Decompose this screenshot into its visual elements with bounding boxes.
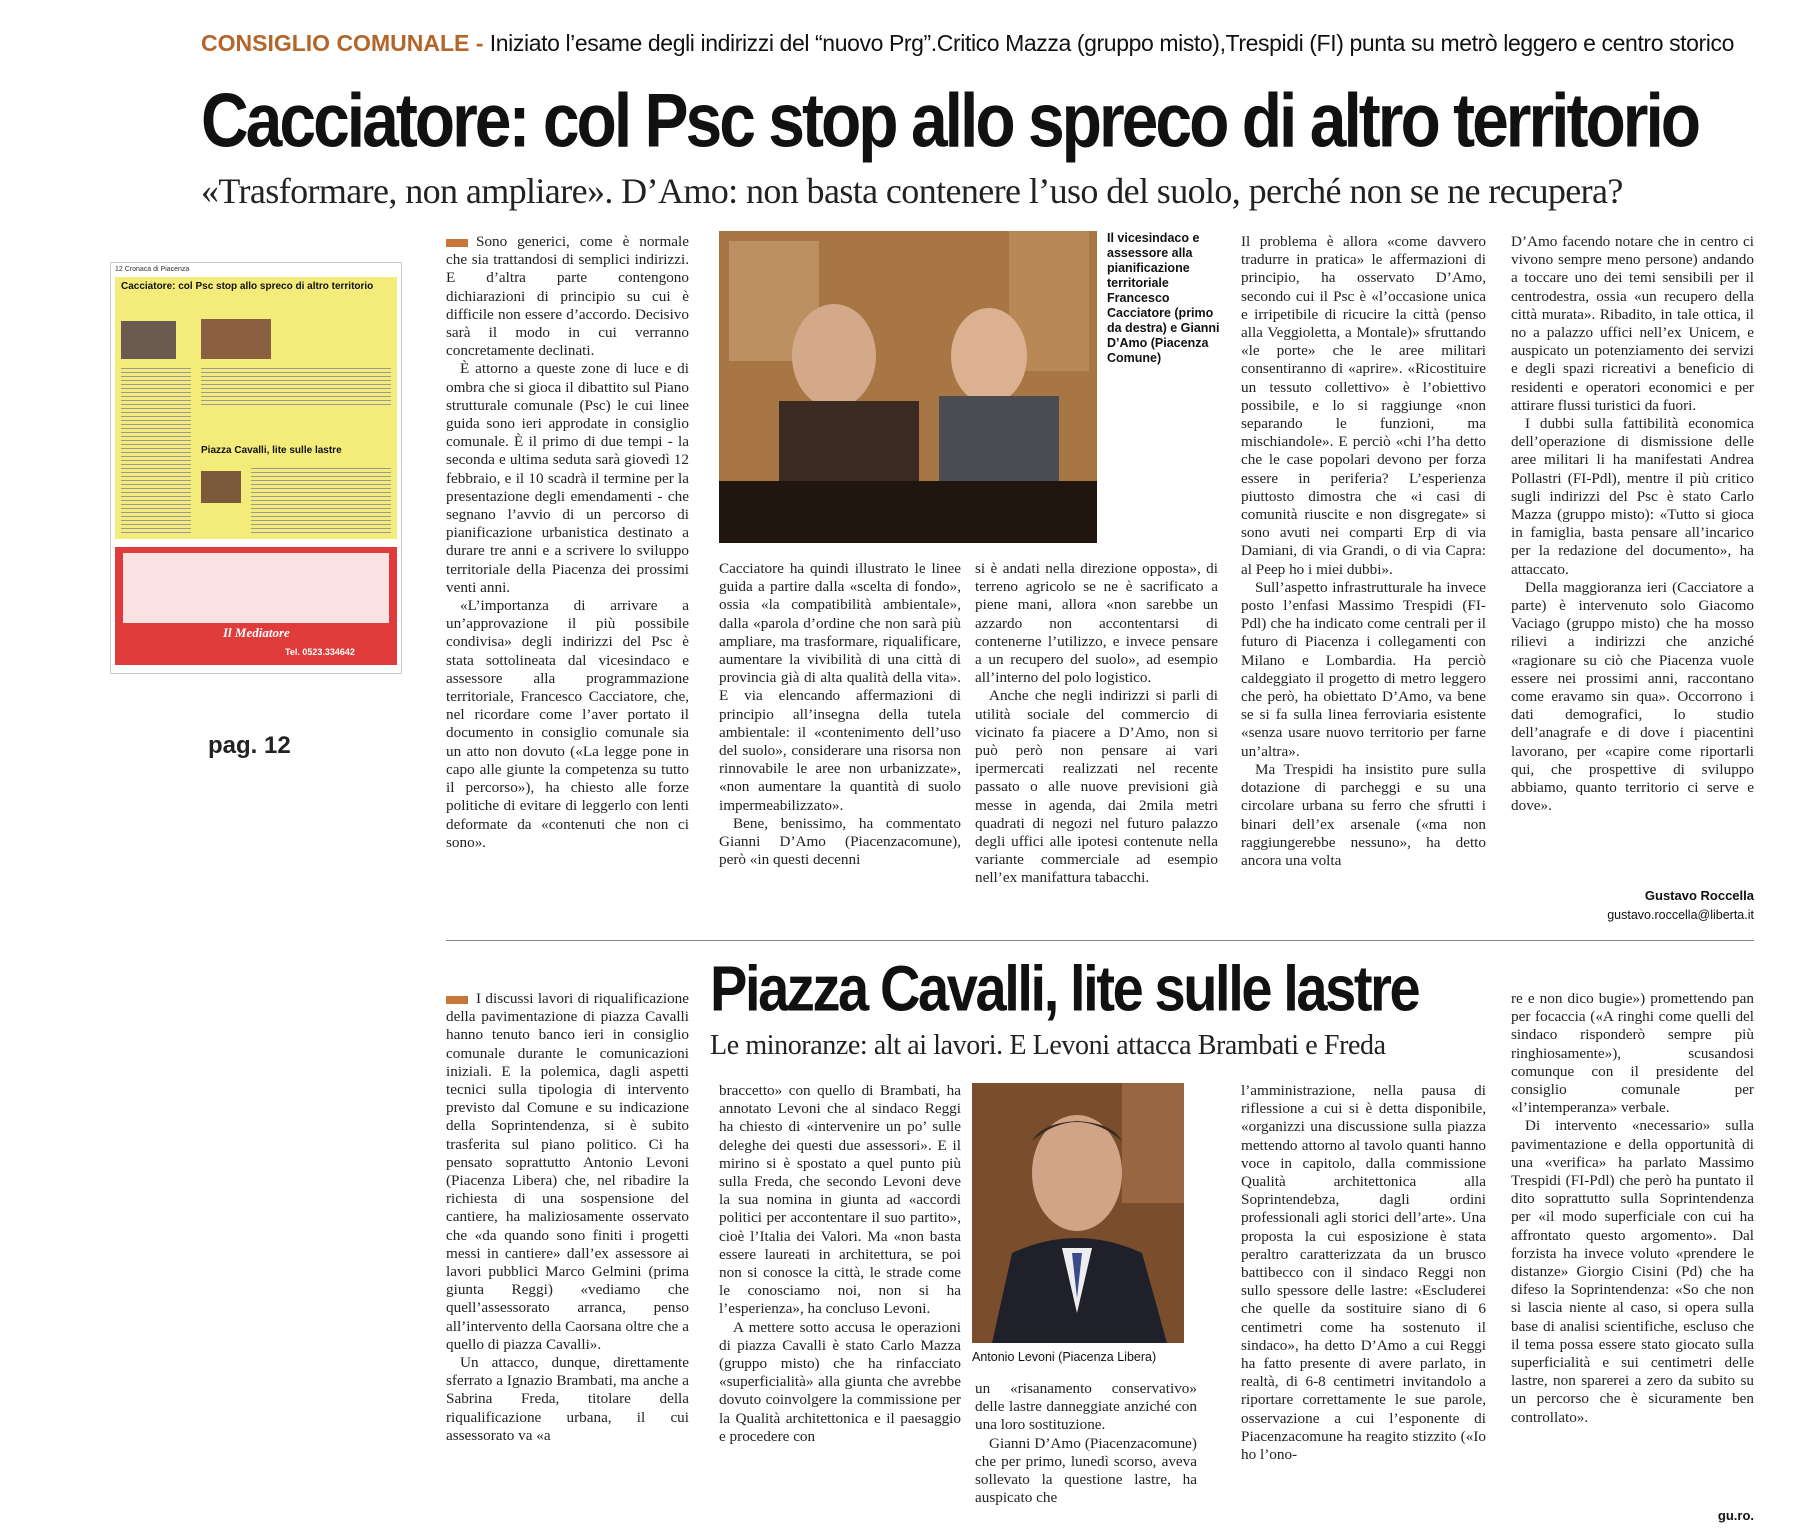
kicker — [201, 30, 1761, 66]
photo-levoni — [972, 1083, 1184, 1343]
photo-caption-2: Antonio Levoni (Piacenza Libera) — [972, 1350, 1157, 1364]
page-thumbnail — [110, 262, 402, 674]
thumb-page-header: 12 Cronaca di Piacenza — [115, 266, 190, 273]
article1-column-1 — [446, 233, 689, 933]
section-marker — [446, 239, 468, 247]
thumb-photo-1 — [121, 321, 176, 359]
article2-column-3 — [975, 1380, 1197, 1530]
paragraph: Di intervento «necessario» sulla pavimentazione e della opportunità di una «verifica» ha parlato Massimo Trespidi (FI-Pdl) che però ha puntato il dito soprattutto sulla Soprintendenza per «il modo superficiale con cui ha affrontato questo argomento». Dal forzista ha invece voluto «prendere le distanze» Giorgio Cisini (Pd) che ha difeso la Soprintendenza: «So che non si lascia niente al caso, si opera sulla base di analisi scientifiche, escluso che il tema possa essere stato giocato sulla superficialità e sui centimetri delle lastre, non sparerei a zero da subito su un percorso che è sicuramente ben controllato». — [1511, 1117, 1754, 1426]
article1-column-5 — [1511, 233, 1754, 883]
paragraph: Un attacco, dunque, direttamente sferrato a Ignazio Brambati, ma anche a Sabrina Freda, titolare della riqualificazione urbana, il cui assessorato va «a — [446, 1354, 689, 1444]
paragraph: Cacciatore ha quindi illustrato le linee guida a partire dalla «scelta di fondo», ossia «la compatibilità ambientale», dalla «parola d’ordine che non sarà più ampliare, ma trasformare, riqualificare, aumentare la vivibilità di una città di provincia già di alta qualità della vita». E via elencando affermazioni di principio all’insegna della tutela ambientale: il «contenimento dell’uso del suolo», considerare una risorsa non rinnovabile le aree non urbanizzate», «non aumentare la quantità di suolo impermeabilizzato». — [719, 560, 961, 814]
subheadline-2: Le minoranze: alt ai lavori. E Levoni attacca Brambati e Freda — [710, 1030, 1386, 1061]
photo-illustration — [719, 231, 1097, 543]
article2-column-5 — [1511, 990, 1754, 1505]
author-email: gustavo.roccella@liberta.it — [1607, 908, 1754, 922]
thumb-ad-name: Il Mediatore — [223, 625, 290, 640]
photo-caption-1: Il vicesindaco e assessore alla pianificazione territoriale Francesco Cacciatore (primo da destra) e Gianni D’Amo (Piacenza Comune) — [1107, 231, 1220, 365]
thumb-photo-3 — [201, 471, 241, 503]
thumb-text-2 — [201, 368, 391, 408]
paragraph: Gianni D’Amo (Piacenzacomune) che per primo, lunedì scorso, aveva sollevato la questione lastre, ha auspicato che — [975, 1434, 1197, 1507]
paragraph: Ma Trespidi ha insistito pure sulla dotazione di parcheggi e su una circolare urbana su ferro che sfrutti i binari dell’ex arsenale («ma non raggiungerebbe nessuno», ha detto ancora una volta — [1241, 760, 1486, 869]
photo-illustration — [972, 1083, 1184, 1343]
paragraph: re e non dico bugie») promettendo pan per focaccia («A ringhi come quelli del sindaco risponderò sempre più ringhiosamente»), scusandosi comunque con il presidente del consiglio comunale per «l’intemperanza» verbale. — [1511, 990, 1754, 1117]
thumb-headline-2: Piazza Cavalli, lite sulle lastre — [201, 445, 342, 456]
thumb-text-3 — [251, 468, 391, 533]
thumb-text-1 — [121, 368, 191, 533]
article-divider — [446, 940, 1754, 941]
paragraph: A mettere sotto accusa le operazioni di piazza Cavalli è stato Carlo Mazza (gruppo misto) che ha rinfacciato «superficialità» alla giunta che avrebbe dovuto coinvolgere la commissione per la Qualità architettonica e il paesaggio e procedere con — [719, 1318, 961, 1445]
thumb-photo-2 — [201, 319, 271, 359]
article1-column-4 — [1241, 233, 1486, 933]
article2-column-2 — [719, 1082, 961, 1530]
paragraph: D’Amo facendo notare che in centro ci vivono sempre meno persone) andando a toccare uno dei temi sensibili per il centrodestra, ossia «un recupero della città murata». Ribadito, in tale ottica, il no a palazzo uffici nell’ex Unicem, e auspicato un potenziamento dei servizi e degli spazi ricreativi a beneficio di residenti e operatori economici e per attirare flussi turistici da fuori. — [1511, 233, 1754, 414]
paragraph: braccetto» con quello di Brambati, ha annotato Levoni che al sindaco Reggi ha chiesto di «intervenire un po’ sulle deleghe dei questi due assessori». E il mirino si è spostato a quel punto più sulla Freda, che secondo Levoni deve la sua nomina in giunta ad «accordi politici per accontentare il suo partito», cioè l’Italia dei Valori. Ma «non basta essere laureati in architettura, se poi non si conosce la città, le strade come le conosciamo noi, non si ha l’esperienza», ha concluso Levoni. — [719, 1082, 961, 1318]
article2-column-1 — [446, 990, 689, 1530]
article1-column-2 — [719, 560, 961, 932]
paragraph: Anche che negli indirizzi si parli di utilità sociale del commercio di vicinato fa piacere a D’Amo, non si può però non pensare ai vari ipermercati realizzati nel recente passato o alle nuove previsioni già messe in agenda, dai 2mila metri quadrati di negozi nel futuro palazzo degli uffici alle ipotesi contenute nella variante commerciale ad esempio nell’ex manifattura tabacchi. — [975, 687, 1218, 887]
page-label: pag. 12 — [208, 732, 291, 759]
paragraph: si è andati nella direzione opposta», di terreno agricolo se ne è sacrificato a piene mani, allora «non sarebbe un azzardo non accontentarsi di contenerne l’utilizzo, e invece pensare a un recupero del suolo», ad esempio all’interno del polo logistico. — [975, 560, 1218, 687]
kicker-label: CONSIGLIO COMUNALE — [201, 30, 470, 56]
paragraph: Il problema è allora «come davvero tradurre in pratica» le affermazioni di principio, ha osservato D’Amo, secondo cui il Psc è «l’occasione unica e irripetibile di ricucire la città (penso alla Veggioletta, a Montale)» sfruttando «le porte» che le aree militari consentiranno di «aprire». «Ricostituire un tessuto collettivo» è l’obiettivo possibile, e lo si raggiunge «non separando le funzioni, ma mischiandole». E perciò «chi l’ha detto che le case popolari devono per forza essere in periferia? L’esperienza piuttosto dimostra che «i casi di comunità riuscite e non disgregate» si sono avuti nei comparti Erp di via Damiani, di via Grandi, o di via Capra: al Peep ho i miei dubbi». — [1241, 233, 1486, 578]
headline-2: Piazza Cavalli, lite sulle lastre — [710, 951, 1419, 1025]
signature: gu.ro. — [1717, 1508, 1754, 1523]
thumb-advert — [115, 547, 397, 665]
paragraph: Bene, benissimo, ha commentato Gianni D’Amo (Piacenzacomune), però «in questi decenni — [719, 814, 961, 869]
article2-column-4 — [1241, 1082, 1486, 1530]
thumb-ad-tel: Tel. 0523.334642 — [285, 647, 355, 657]
paragraph: Sono generici, come è normale che sia trattandosi di semplici indirizzi. E d’altra parte contengono dichiarazioni di principio su cui è difficile non essere d’accordo. Decisivo sarà il modo in cui verranno concretamente declinati. — [446, 233, 689, 360]
paragraph: Della maggioranza ieri (Cacciatore a parte) è intervenuto solo Giacomo Vaciago (gruppo misto) che ha mosso rilievi a indirizzi che anziché «ragionare su ciò che Piacenza vuole essere nei prossimi anni, raccontano come eravamo sin qua». Occorrono i dati demografici, lo studio dell’anagrafe e di dove i piacentini lavorano, per «capire come riportarli qui, che prospettive di sviluppo abbiamo, quanto territorio ci serve e dove». — [1511, 578, 1754, 815]
paragraph: I discussi lavori di riqualificazione della pavimentazione di piazza Cavalli hanno tenuto banco ieri in consiglio comunale durante le comunicazioni iniziali. E la polemica, dagli aspetti tecnici sulla tipologia di intervento previsto dal Comune e su indicazione della Soprintendenza, si è subito trasferita sul piano politico. Ci ha pensato soprattutto Antonio Levoni (Piacenza Libera) che, nel ribadire la richiesta di una sospensione del cantiere, ha maliziosamente osservato che «da quando sono finiti i progetti messi in cantiere» dall’ex assessore ai lavori pubblici Marco Gelmini (prima giunta Reggi) «vediamo che quell’assessorato arranca, penso all’intervento della Caorsana oltre che a quello di piazza Cavalli». — [446, 990, 689, 1353]
thumb-headline-1: Cacciatore: col Psc stop allo spreco di altro territorio — [121, 281, 374, 292]
paragraph: I dubbi sulla fattibilità economica dell’operazione di dismissione delle aree militari li ha manifestati Andrea Pollastri (FI-Pdl), mentre il più critico sugli indirizzi del Psc è stato Carlo Mazza (gruppo misto): «Tutto si gioca in famiglia, basta pensare all’incarico per la redazione del documento», ha attaccato. — [1511, 415, 1754, 578]
kicker-separator: - — [469, 30, 490, 56]
section-marker — [446, 996, 468, 1004]
photo-cacciatore-damo — [719, 231, 1097, 543]
paragraph: Sull’aspetto infrastrutturale ha invece posto l’enfasi Massimo Trespidi (FI-Pdl) che ha indicato come centrali per il futuro di Piacenza i collegamenti con Milano e Lombardia. Ha perciò caldeggiato il progetto di metro leggero che però, ha obiettato D’Amo, va bene se si fa sulla linea ferroviaria esistente «senza usare nuovo territorio per farne un’altra». — [1241, 578, 1486, 760]
subheadline: «Trasformare, non ampliare». D’Amo: non basta contenere l’uso del suolo, perché non se ne recupera? — [201, 171, 1623, 211]
byline: Gustavo Roccella — [1644, 888, 1754, 903]
paragraph: È attorno a queste zone di luce e di ombra che si gioca il dibattito sul Piano strutturale comunale (Psc) le cui linee guida sono ieri approdate in consiglio comunale. È il primo di due tempi - la seconda e ultima seduta sarà giovedì 12 febbraio, e il 10 scadrà il termine per la presentazione degli emendamenti - che segnano l’avvio di un percorso di pianificazione urbanistica destinato a durare tre anni e a scrivere lo sviluppo territoriale della Piacenza dei prossimi venti anni. — [446, 360, 689, 596]
headline: Cacciatore: col Psc stop allo spreco di altro territorio — [201, 77, 1699, 163]
paragraph: l’amministrazione, nella pausa di riflessione a cui si è detta disponibile, «organizzi una discussione sulla piazza mettendo attorno al tavolo quanti hanno voce in capitolo, dalla commissione Qualità architettonica alla Soprintendebza, dagli ordini professionali agli storici dell’arte». Una proposta la cui esposizione è stata peraltro caratterizzata da un brusco battibecco con il sindaco Reggi non sullo spessore delle lastre: «Escluderei che quelle da sostituire siano di 6 centimetri come ha sostenuto il sindaco», ha detto D’Amo a cui Reggi ha fatto presente di avere parlato, in realtà, di 6-8 centimetri invitandolo a riportare correttamente le sue parole, osservazione a cui l’esponente di Piacenzacomune ha reagito stizzito («Io ho l’ono- — [1241, 1082, 1486, 1464]
article1-column-3 — [975, 560, 1218, 932]
kicker-text: Iniziato l’esame degli indirizzi del “nuovo Prg”.Critico Mazza (gruppo misto),Trespidi (FI) punta su metrò leggero e centro storico — [489, 30, 1735, 56]
paragraph: un «risanamento conservativo» delle lastre danneggiate anziché con una loro sostituzione. — [975, 1380, 1197, 1434]
paragraph: «L’importanza di arrivare a un’approvazione il più possibile condivisa» degli indirizzi del Psc è stata sottolineata dal vicesindaco e assessore alla programmazione territoriale, Francesco Cacciatore, che, nel ricordare come l’aver portato il documento in consiglio comunale sia un atto non dovuto («La legge pone in capo alle giunte la competenza su tutto il percorso»), ha chiesto alle forze politiche di evitare di leggerlo con lenti deformate da «contenuti che non ci sono». — [446, 597, 689, 851]
